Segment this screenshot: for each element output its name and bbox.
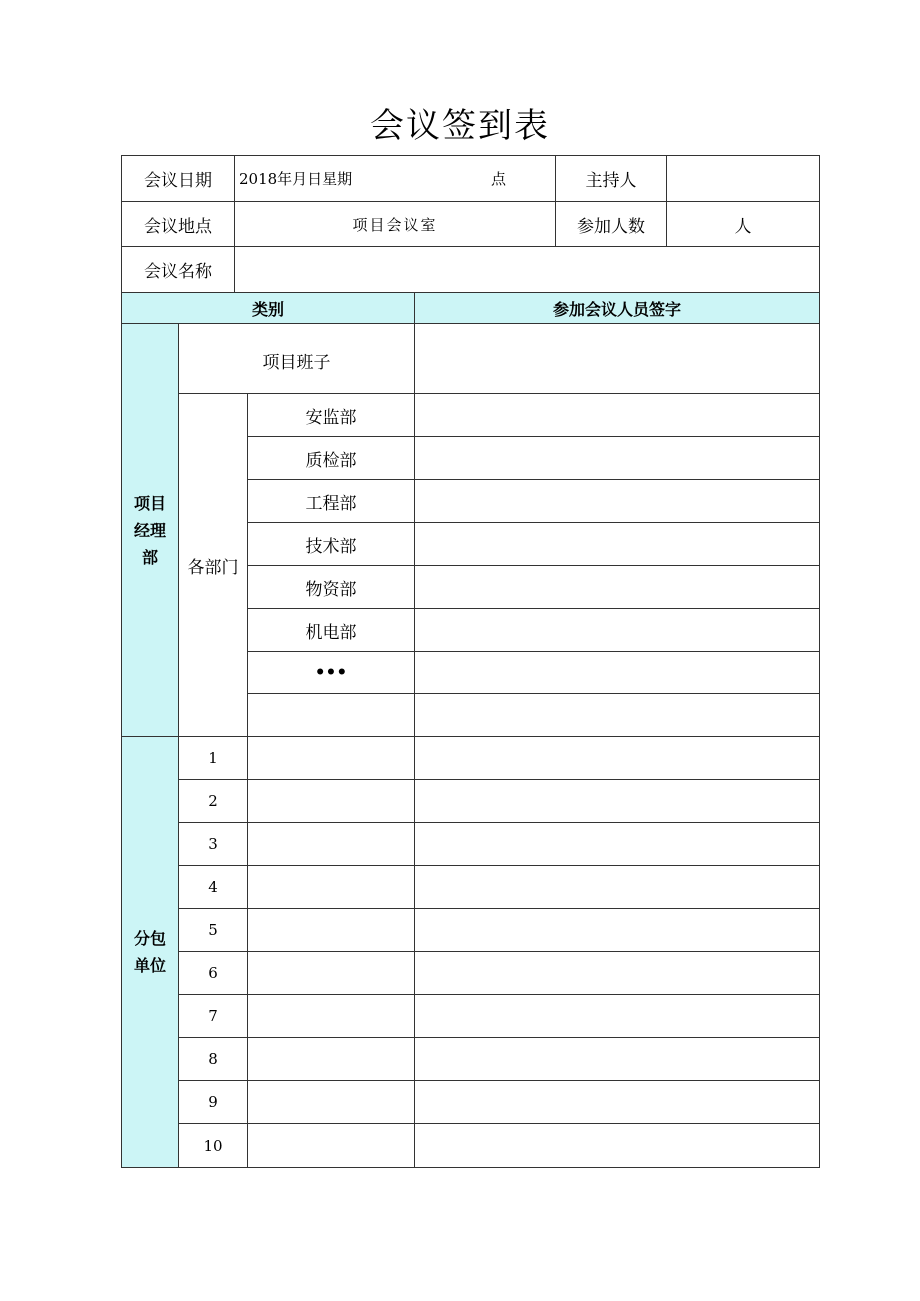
dept-signature[interactable]: [414, 608, 820, 652]
subcontractor-signature[interactable]: [414, 1080, 820, 1124]
subcontractor-name-field[interactable]: [247, 865, 415, 909]
meeting-date-label: 会议日期: [121, 155, 235, 202]
subcontractor-number: 3: [178, 822, 248, 866]
subcontractor-name-field[interactable]: [247, 822, 415, 866]
page-title: 会议签到表: [370, 106, 550, 146]
pm-dept-label: [121, 323, 179, 737]
subcontractor-label: [121, 736, 179, 1168]
project-team-signature[interactable]: [414, 323, 820, 394]
subcontractor-number: 5: [178, 908, 248, 952]
attendees-label: 参加人数: [555, 201, 667, 247]
meeting-time-suffix: 点: [491, 170, 507, 188]
subcontractor-signature[interactable]: [414, 822, 820, 866]
dept-name: 安监部: [247, 393, 415, 437]
pm-dept-label-line3: 部: [141, 547, 158, 567]
dept-signature[interactable]: [414, 479, 820, 523]
subcontractor-signature[interactable]: [414, 779, 820, 823]
subcontractor-signature[interactable]: [414, 865, 820, 909]
dept-name: [247, 693, 415, 737]
subcontractor-number: 10: [178, 1123, 248, 1168]
meeting-name-label: 会议名称: [121, 246, 235, 293]
dept-signature[interactable]: [414, 693, 820, 737]
subcontractor-name-field[interactable]: [247, 779, 415, 823]
subcontractor-name-field[interactable]: [247, 1037, 415, 1081]
dept-name: 机电部: [247, 608, 415, 652]
subcontractor-name-field[interactable]: [247, 1080, 415, 1124]
subcontractor-number: 2: [178, 779, 248, 823]
subcontractor-number: 8: [178, 1037, 248, 1081]
subcontractor-name-field[interactable]: [247, 1123, 415, 1168]
meeting-location-field[interactable]: 项目会议室: [234, 201, 556, 247]
host-label: 主持人: [555, 155, 667, 202]
subcontractor-label-line1: 分包: [133, 929, 166, 948]
signature-header: 参加会议人员签字: [414, 292, 820, 324]
dept-name: 工程部: [247, 479, 415, 523]
subcontractor-signature[interactable]: [414, 736, 820, 780]
subcontractor-number: 9: [178, 1080, 248, 1124]
departments-label: 各部门: [178, 393, 248, 737]
subcontractor-number: 6: [178, 951, 248, 995]
host-field[interactable]: [666, 155, 820, 202]
subcontractor-name-field[interactable]: [247, 908, 415, 952]
subcontractor-signature[interactable]: [414, 951, 820, 995]
meeting-name-field[interactable]: [234, 246, 820, 293]
category-header: 类别: [121, 292, 415, 324]
meeting-date-field[interactable]: [234, 155, 556, 202]
pm-dept-label-line2: 经理: [133, 520, 166, 540]
attendees-field[interactable]: [666, 201, 820, 247]
dept-signature[interactable]: [414, 436, 820, 480]
subcontractor-label-line2: 单位: [133, 956, 166, 975]
dept-signature[interactable]: [414, 522, 820, 566]
subcontractor-signature[interactable]: [414, 1123, 820, 1168]
pm-dept-label-line1: 项目: [133, 493, 166, 513]
subcontractor-name-field[interactable]: [247, 951, 415, 995]
attendees-unit: 人: [734, 216, 752, 237]
dept-name: 技术部: [247, 522, 415, 566]
project-team-label: 项目班子: [178, 323, 415, 394]
subcontractor-name-field[interactable]: [247, 994, 415, 1038]
dept-name-ellipsis: •••: [247, 651, 415, 694]
dept-name: 物资部: [247, 565, 415, 609]
subcontractor-signature[interactable]: [414, 1037, 820, 1081]
subcontractor-signature[interactable]: [414, 994, 820, 1038]
subcontractor-signature[interactable]: [414, 908, 820, 952]
subcontractor-number: 1: [178, 736, 248, 780]
dept-signature[interactable]: [414, 393, 820, 437]
subcontractor-number: 7: [178, 994, 248, 1038]
dept-name: 质检部: [247, 436, 415, 480]
subcontractor-name-field[interactable]: [247, 736, 415, 780]
meeting-location-label: 会议地点: [121, 201, 235, 247]
meeting-date-value: 2018年月日星期: [239, 170, 353, 188]
dept-signature[interactable]: [414, 565, 820, 609]
dept-signature[interactable]: [414, 651, 820, 694]
subcontractor-number: 4: [178, 865, 248, 909]
